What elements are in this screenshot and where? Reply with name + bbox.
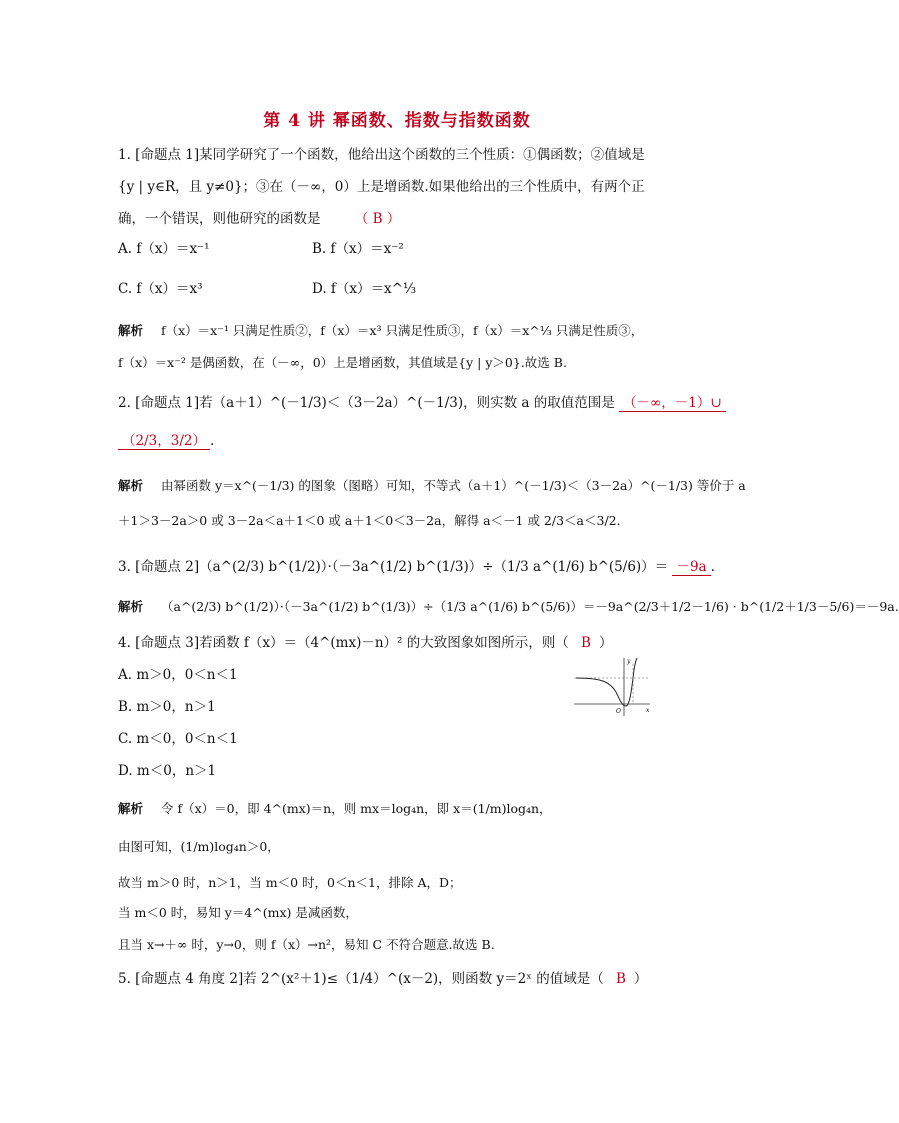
q4-option-a: A. m＞0，0＜n＜1 xyxy=(118,667,238,683)
q2-answer-part-1: （－∞，－1）∪ xyxy=(619,395,726,412)
x-axis-label: x xyxy=(646,707,650,714)
q1-solution-line-2: f（x）＝x⁻² 是偶函数，在（－∞，0）上是增函数，其值域是{y | y＞0}.故选 B. xyxy=(118,355,567,370)
q1-solution-label: 解析 xyxy=(118,323,144,338)
q5-line-1 xyxy=(118,970,647,988)
q5-line-1-text: 5. [命题点 4 角度 2]若 2^(x²＋1)≤（1/4）^(x－2)，则函数 y＝2ˣ 的值域是（ xyxy=(118,971,604,987)
q3-solution-line-1 xyxy=(118,598,899,616)
q5-close: ） xyxy=(633,971,648,987)
q1-solution-line-1 xyxy=(118,322,643,340)
q4-option-c: C. m＜0，0＜n＜1 xyxy=(118,731,238,747)
function-curve xyxy=(576,658,637,706)
q1-line-3 xyxy=(118,210,400,228)
q2-answer-part-2: （2/3，3/2） xyxy=(118,433,210,450)
q1-line-1: 1. [命题点 1]某同学研究了一个函数，他给出这个函数的三个性质：①偶函数；②值域是 xyxy=(118,147,645,163)
q4-option-d: D. m＜0，n＞1 xyxy=(118,763,217,779)
q4-solution-line-3: 故当 m＞0 时，n＞1，当 m＜0 时，0＜n＜1，排除 A，D； xyxy=(118,875,462,890)
q3-end: . xyxy=(710,559,715,575)
page-title: 第 4 讲 幂函数、指数与指数函数 xyxy=(263,111,531,131)
q4-close: ） xyxy=(598,635,613,651)
q2-solution-label: 解析 xyxy=(118,478,144,493)
origin-label: O xyxy=(616,708,621,715)
q1-line-3-text: 确，一个错误，则他研究的函数是 xyxy=(118,211,321,227)
q4-line-1 xyxy=(118,634,612,652)
q2-solution-text-1: 由幂函数 y＝x^(－1/3) 的图象（图略）可知，不等式（a＋1）^(－1/3)＜（3－2a）^(－1/3) 等价于 a xyxy=(161,478,746,493)
q4-solution-text-1: 令 f（x）＝0，即 4^(mx)＝n，则 mx＝log₄n，即 x＝(1/m)log₄n， xyxy=(161,801,552,816)
q4-solution-line-5: 且当 x→＋∞ 时，y→0，则 f（x）→n²，易知 C 不符合题意.故选 B. xyxy=(118,937,495,952)
q4-option-b: B. m＞0，n＞1 xyxy=(118,699,216,715)
q1-option-d: D. f（x）＝x^⅓ xyxy=(312,281,417,297)
q3-solution-label: 解析 xyxy=(118,599,144,614)
q1-option-c: C. f（x）＝x³ xyxy=(118,281,203,297)
q1-line-2: {y | y∈R，且 y≠0}；③在（－∞，0）上是增函数.如果他给出的三个性质中，有两个正 xyxy=(118,179,645,195)
q3-answer: －9a xyxy=(672,559,710,576)
q1-option-a: A. f（x）＝x⁻¹ xyxy=(118,241,210,257)
q3-solution-text-1: （a^(2/3) b^(1/2)）·（－3a^(1/2) b^(1/3)）÷（1/3 a^(1/6) b^(5/6)）＝－9a^(2/3＋1/2－1/6) · b^(1/2＋1/3－5/6)＝－9a. xyxy=(161,599,899,614)
q1-option-b: B. f（x）＝x⁻² xyxy=(312,241,404,257)
q2-solution-line-1 xyxy=(118,477,746,495)
q1-solution-text-1: f（x）＝x⁻¹ 只满足性质②，f（x）＝x³ 只满足性质③，f（x）＝x^⅓ 只满足性质③， xyxy=(161,323,644,338)
q2-line-1-text: 2. [命题点 1]若（a＋1）^(－1/3)＜（3－2a）^(－1/3)，则实数 a 的取值范围是 xyxy=(118,395,615,411)
q2-line-1 xyxy=(118,394,726,412)
q5-answer: B xyxy=(616,971,626,987)
q2-solution-line-2: ＋1＞3－2a＞0 或 3－2a＜a＋1＜0 或 a＋1＜0＜3－2a，解得 a＜－1 或 2/3＜a＜3/2. xyxy=(118,513,621,528)
q4-line-1-text: 4. [命题点 3]若函数 f（x）＝（4^(mx)－n）² 的大致图象如图所示，则（ xyxy=(118,635,569,651)
q4-graph-figure xyxy=(572,656,654,718)
q3-line-1-text: 3. [命题点 2]（a^(2/3) b^(1/2)）·（－3a^(1/2) b^(1/3)）÷（1/3 a^(1/6) b^(5/6)）＝ xyxy=(118,559,669,575)
q4-solution-line-2: 由图可知，(1/m)log₄n＞0， xyxy=(118,839,280,854)
q2-end: . xyxy=(209,433,215,449)
q2-line-2 xyxy=(118,432,214,450)
q4-solution-label: 解析 xyxy=(118,801,144,816)
y-axis-label: y xyxy=(627,658,631,665)
q3-line-1 xyxy=(118,558,715,576)
q4-solution-line-1 xyxy=(118,800,552,818)
q1-answer: （ B ） xyxy=(354,211,401,227)
q4-answer: B xyxy=(581,635,591,651)
q4-solution-line-4: 当 m＜0 时，易知 y＝4^(mx) 是减函数， xyxy=(118,905,358,920)
